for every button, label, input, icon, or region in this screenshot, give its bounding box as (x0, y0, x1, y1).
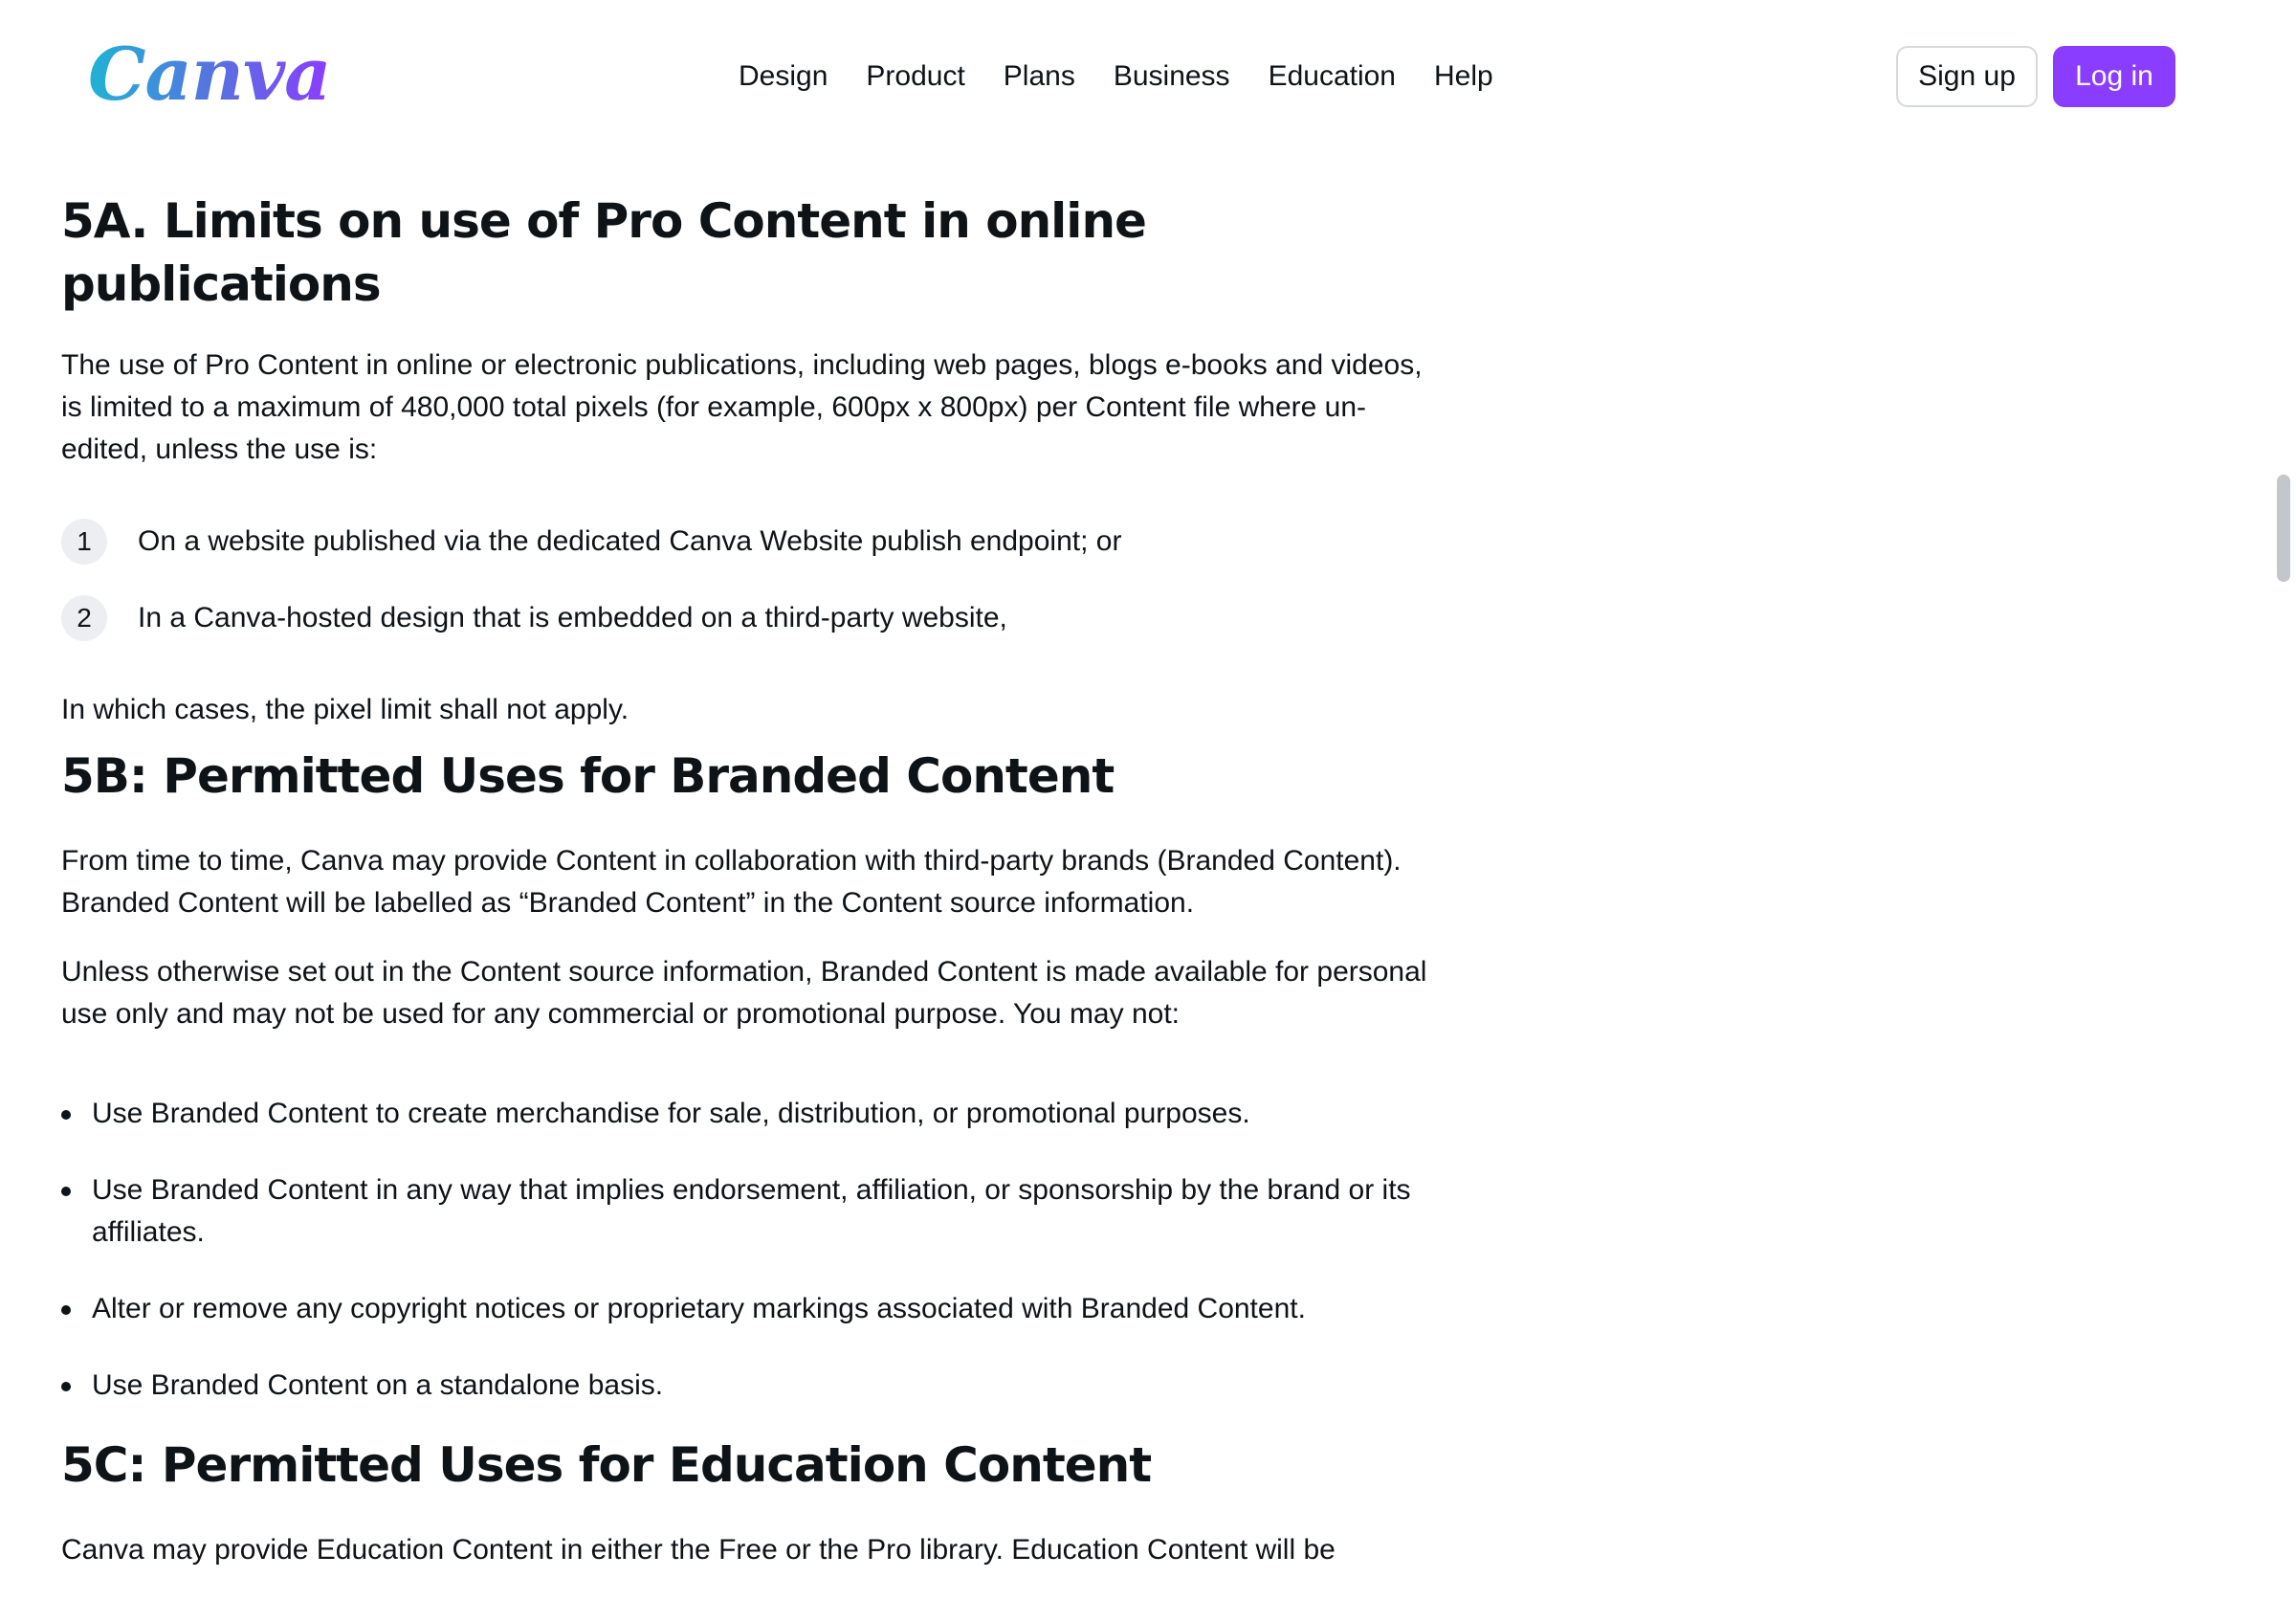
section-5b-heading: 5B: Permitted Uses for Branded Content (61, 748, 1115, 804)
list-item-text: Use Branded Content on a standalone basis. (92, 1369, 664, 1401)
log-in-button[interactable]: Log in (2053, 46, 2175, 107)
list-item (61, 1169, 1439, 1254)
list-item-text: In a Canva-hosted design that is embedded on a third-party website, (138, 602, 1007, 633)
bullet-dot-icon (61, 1305, 71, 1315)
list-item (61, 1093, 1439, 1135)
number-badge: 2 (61, 595, 107, 641)
site-header (0, 0, 2273, 153)
nav-help[interactable]: Help (1434, 60, 1493, 92)
list-item (61, 503, 1439, 580)
nav-design[interactable]: Design (739, 60, 828, 92)
page-scrollbar[interactable] (2273, 0, 2296, 1600)
section-5b-para1: From time to time, Canva may provide Content in collaboration with third-party brands (Branded Content). Branded Content will be labelled as “Branded Content” in the Content source information. (61, 845, 1402, 919)
bullet-dot-icon (61, 1187, 71, 1196)
canva-logo[interactable]: Canva (88, 27, 330, 122)
main-content (61, 153, 1439, 1571)
bullet-dot-icon (61, 1110, 71, 1120)
number-badge: 1 (61, 519, 107, 565)
nav-plans[interactable]: Plans (1003, 60, 1075, 92)
section-5c-para1: Canva may provide Education Content in either the Free or the Pro library. Education Content will be (61, 1534, 1336, 1566)
section-5c-heading: 5C: Permitted Uses for Education Content (61, 1437, 1152, 1493)
list-item-text: Use Branded Content in any way that implies endorsement, affiliation, or sponsorship by the brand or its affiliates. (92, 1174, 1411, 1248)
list-item-text: On a website published via the dedicated Canva Website publish endpoint; or (138, 525, 1122, 557)
section-5a-intro: The use of Pro Content in online or electronic publications, including web pages, blogs e-books and videos, is limited to a maximum of 480,000 total pixels (for example, 600px x 800px) per Content file where un-edited, unless the use is: (61, 349, 1423, 465)
scrollbar-thumb[interactable] (2277, 475, 2290, 582)
nav-education[interactable]: Education (1268, 60, 1396, 92)
section-5a-outro: In which cases, the pixel limit shall not apply. (61, 694, 629, 725)
list-item (61, 1288, 1439, 1330)
main-nav (739, 46, 1532, 107)
list-item (61, 1365, 1439, 1407)
section-5b-bullets (61, 1093, 1439, 1407)
list-item-text: Use Branded Content to create merchandise for sale, distribution, or promotional purposes. (92, 1098, 1250, 1129)
nav-product[interactable]: Product (866, 60, 965, 92)
nav-business[interactable]: Business (1113, 60, 1230, 92)
sign-up-button[interactable]: Sign up (1896, 46, 2038, 107)
section-5b-para2: Unless otherwise set out in the Content source information, Branded Content is made available for personal use only and may not be used for any commercial or promotional purpose. You may not: (61, 956, 1427, 1030)
bullet-dot-icon (61, 1382, 71, 1391)
section-5a-list (61, 503, 1439, 656)
list-item-text: Alter or remove any copyright notices or proprietary markings associated with Branded Content. (92, 1293, 1306, 1324)
section-5a-heading: 5A. Limits on use of Pro Content in online publications (61, 193, 1146, 312)
list-item (61, 580, 1439, 656)
